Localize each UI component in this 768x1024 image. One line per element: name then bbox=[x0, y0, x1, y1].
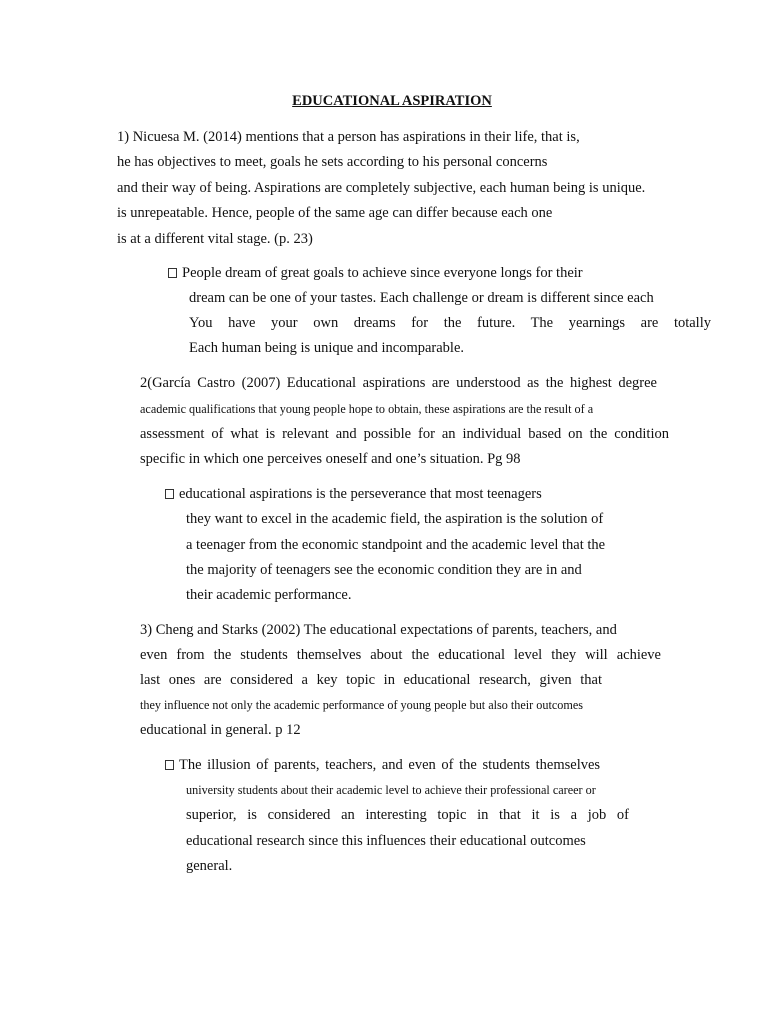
bullet-icon bbox=[168, 268, 177, 278]
text-line: educational in general. p 12 bbox=[140, 722, 301, 738]
text-line: educational research since this influences their educational outcomes bbox=[186, 833, 586, 849]
text-line: general. bbox=[186, 858, 233, 874]
text-line: is at a different vital stage. (p. 23) bbox=[117, 231, 313, 247]
text-line: the majority of teenagers see the economic condition they are in and bbox=[186, 562, 582, 578]
text-line: is unrepeatable. Hence, people of the same age can differ because each one bbox=[117, 205, 553, 221]
text-line: and their way of being. Aspirations are completely subjective, each human being is unique. bbox=[117, 180, 646, 196]
text-line: 1) Nicuesa M. (2014) mentions that a person has aspirations in their life, that is, bbox=[117, 129, 580, 145]
text-line: even from the students themselves about the educational level they will achieve bbox=[140, 647, 661, 663]
text-line: academic qualifications that young people hope to obtain, these aspirations are the result of a bbox=[140, 402, 594, 416]
text-line: educational aspirations is the perseverance that most teenagers bbox=[179, 486, 542, 502]
text-line: 3) Cheng and Starks (2002) The educational expectations of parents, teachers, and bbox=[140, 622, 617, 638]
text-line: superior, is considered an interesting topic in that it is a job of bbox=[186, 807, 629, 823]
bullet-first-line bbox=[168, 264, 583, 282]
text-line: university students about their academic level to achieve their professional career or bbox=[186, 783, 596, 797]
bullet-icon bbox=[165, 489, 174, 499]
text-line: 2(García Castro (2007) Educational aspirations are understood as the highest degree bbox=[140, 375, 657, 391]
text-line: they influence not only the academic performance of young people but also their outcomes bbox=[140, 698, 583, 712]
bullet-icon bbox=[165, 760, 174, 770]
page-title: EDUCATIONAL ASPIRATION bbox=[292, 93, 492, 109]
text-line: dream can be one of your tastes. Each challenge or dream is different since each bbox=[189, 290, 654, 306]
bullet-first-line bbox=[165, 756, 649, 774]
text-line: You have your own dreams for the future. The yearnings are totally bbox=[189, 315, 711, 331]
text-line: he has objectives to meet, goals he sets according to his personal concerns bbox=[117, 154, 548, 170]
text-line: last ones are considered a key topic in educational research, given that bbox=[140, 672, 602, 688]
text-line: a teenager from the economic standpoint and the academic level that the bbox=[186, 537, 606, 553]
text-line: they want to excel in the academic field, the aspiration is the solution of bbox=[186, 511, 604, 527]
text-line: The illusion of parents, teachers, and even of the students themselves bbox=[179, 757, 601, 773]
text-line: assessment of what is relevant and possible for an individual based on the condition bbox=[140, 426, 669, 442]
text-line: People dream of great goals to achieve since everyone longs for their bbox=[182, 265, 583, 281]
text-line: their academic performance. bbox=[186, 587, 352, 603]
bullet-first-line bbox=[165, 485, 542, 503]
text-line: Each human being is unique and incomparable. bbox=[189, 340, 465, 356]
text-line: specific in which one perceives oneself and one’s situation. Pg 98 bbox=[140, 451, 521, 467]
